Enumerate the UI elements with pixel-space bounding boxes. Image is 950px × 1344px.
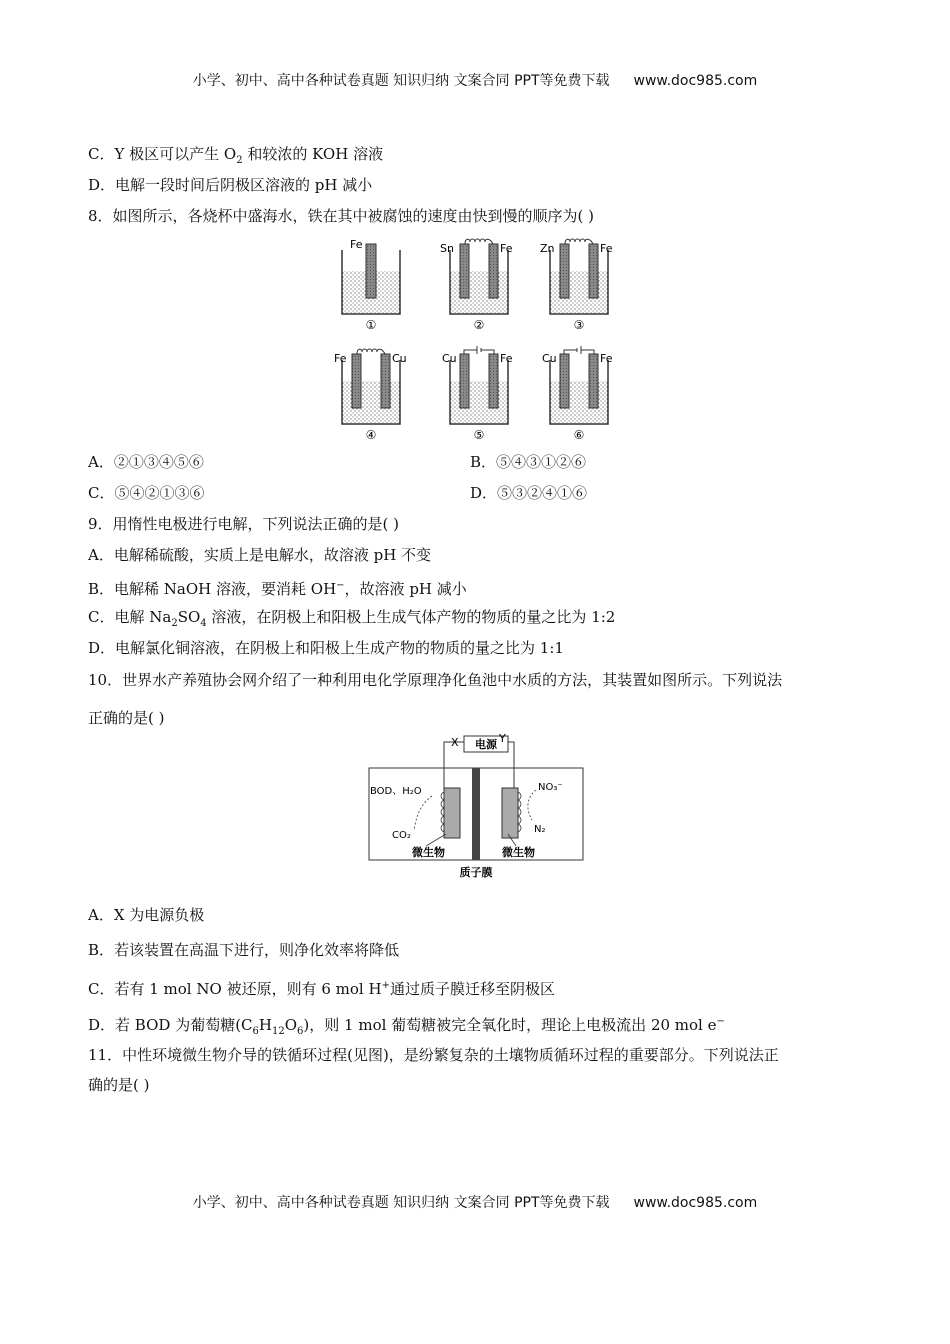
beaker-1-number: ①: [365, 318, 377, 332]
header-site[interactable]: www.doc985.com: [633, 73, 758, 89]
beaker-6: [542, 346, 613, 442]
beaker-5: [442, 346, 513, 442]
beaker-2: [440, 239, 513, 332]
beaker-3-number: ③: [573, 318, 585, 332]
q9-stem: 9．用惰性电极进行电解，下列说法正确的是( ): [88, 515, 400, 533]
q9-option-c: C．电解 $Na_2SO_4$ 溶液，在阴极上和阳极上生成气体产物的物质的量之比为 1:2: [88, 608, 616, 629]
header-text: 小学、初中、高中各种试卷真题 知识归纳 文案合同 PPT等免费下载: [192, 73, 610, 89]
co2-label: CO₂: [392, 830, 411, 841]
q9-option-b: B．电解稀 NaOH 溶液，要消耗 OH−，故溶液 pH 减小: [88, 580, 467, 598]
beaker-2-right-label: Fe: [500, 242, 513, 255]
q9-option-d: D．电解氯化铜溶液，在阴极上和阳极上生成产物的物质的量之比为 1:1: [88, 639, 564, 657]
page-header: [0, 70, 950, 90]
beaker-4-right-label: Cu: [392, 352, 407, 365]
beaker-1-left-label: Fe: [350, 238, 363, 251]
q8-beaker-figure: [330, 236, 630, 446]
no3-label: NO₃⁻: [538, 782, 563, 793]
left-electrode: [444, 788, 460, 838]
y-label: Y: [499, 734, 506, 745]
beaker-6-left-label: Cu: [542, 352, 557, 365]
q8-option-d: D．⑤③②④①⑥: [470, 484, 588, 502]
q9-option-a: A．电解稀硫酸，实质上是电解水，故溶液 pH 不变: [88, 546, 432, 564]
q10-option-a: A．X 为电源负极: [88, 906, 205, 924]
membrane-label: 质子膜: [459, 866, 493, 879]
q8-stem: 8．如图所示，各烧杯中盛海水，铁在其中被腐蚀的速度由快到慢的顺序为( ): [88, 207, 595, 225]
q10-option-b: B．若该装置在高温下进行，则净化效率将降低: [88, 941, 400, 959]
q10-stem-line-1: 10．世界水产养殖协会网介绍了一种利用电化学原理净化鱼池中水质的方法，其装置如图所示。下列说法: [88, 671, 783, 689]
beaker-6-right-label: Fe: [600, 352, 613, 365]
microbe-left-label: 微生物: [412, 846, 445, 859]
q8-option-c: C．⑤④②①③⑥: [88, 484, 205, 502]
footer-text: 小学、初中、高中各种试卷真题 知识归纳 文案合同 PPT等免费下载: [192, 1195, 610, 1211]
power-label: 电源: [475, 738, 497, 751]
q11-stem-line-1: 11．中性环境微生物介导的铁循环过程(见图)，是纷繁复杂的土壤物质循环过程的重要部分。下列说法正: [88, 1046, 779, 1064]
right-electrode: [502, 788, 518, 838]
q7-option-d: D．电解一段时间后阴极区溶液的 pH 减小: [88, 176, 373, 194]
beaker-2-number: ②: [473, 318, 485, 332]
beaker-5-right-label: Fe: [500, 352, 513, 365]
beaker-3-right-label: Fe: [600, 242, 613, 255]
x-label: X: [451, 736, 459, 749]
n2-label: N₂: [534, 824, 546, 835]
q10-option-d: D．若 BOD 为葡萄糖$(C_6H_{12}O_6)$，则 1 mol 葡萄糖被完全氧化时，理论上电极流出 20 mol e−: [88, 1016, 725, 1037]
q10-electrolysis-diagram: [368, 734, 586, 880]
beaker-4-number: ④: [365, 428, 377, 442]
beaker-6-number: ⑥: [573, 428, 585, 442]
page-footer: [0, 1192, 950, 1212]
beaker-2-left-label: Sn: [440, 242, 454, 255]
footer-site[interactable]: www.doc985.com: [633, 1195, 758, 1211]
proton-membrane: [472, 768, 480, 860]
beaker-5-left-label: Cu: [442, 352, 457, 365]
q10-stem-line-2: 正确的是( ): [88, 709, 165, 727]
beaker-3: [540, 239, 613, 332]
q8-option-b: B．⑤④③①②⑥: [470, 453, 587, 471]
q7-option-c: C．Y 极区可以产生 $O_2$ 和较浓的 KOH 溶液: [88, 145, 384, 166]
beaker-3-left-label: Zn: [540, 242, 555, 255]
beaker-5-number: ⑤: [473, 428, 485, 442]
bod-label: BOD、H₂O: [370, 786, 422, 797]
q11-stem-line-2: 确的是( ): [88, 1076, 150, 1094]
beaker-4: [334, 349, 407, 442]
beaker-4-left-label: Fe: [334, 352, 347, 365]
q10-option-c: C．若有 1 mol NO 被还原，则有 6 mol H+通过质子膜迁移至阴极区: [88, 980, 555, 998]
q8-option-a: A．②①③④⑤⑥: [88, 453, 204, 471]
beaker-1: [342, 238, 400, 332]
microbe-right-label: 微生物: [502, 846, 535, 859]
